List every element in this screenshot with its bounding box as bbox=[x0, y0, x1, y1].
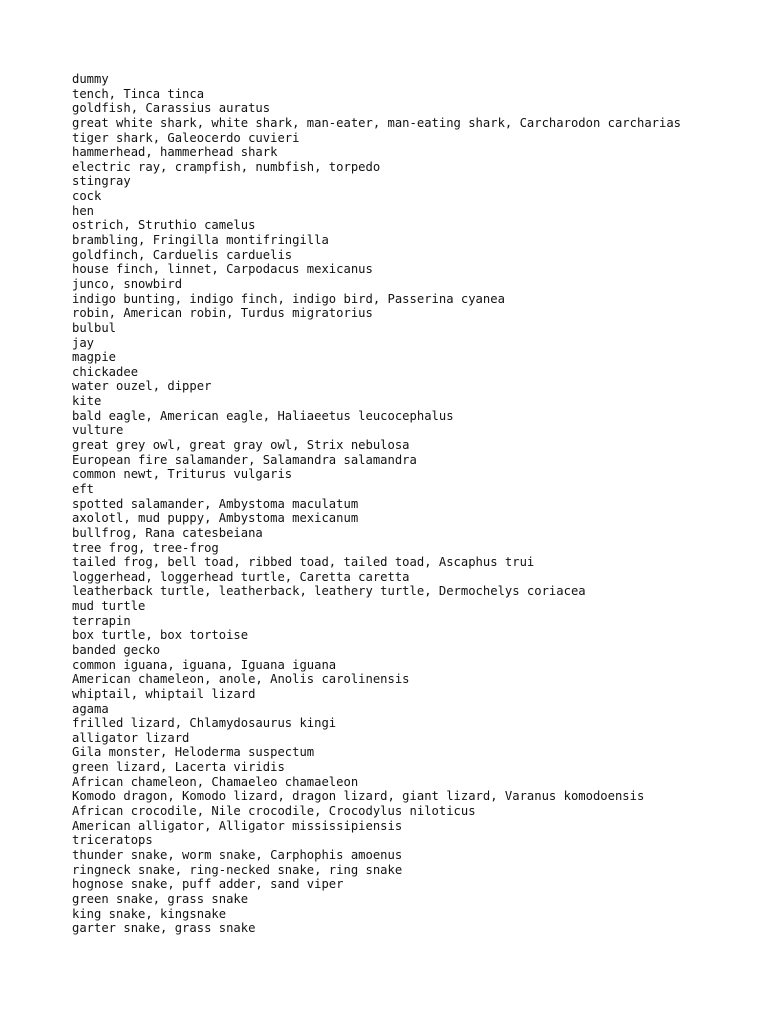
list-item: whiptail, whiptail lizard bbox=[72, 686, 256, 701]
list-item: mud turtle bbox=[72, 599, 146, 614]
list-item: brambling, Fringilla montifringilla bbox=[72, 233, 329, 248]
list-item: hen bbox=[72, 203, 95, 218]
list-item: cock bbox=[72, 189, 102, 204]
list-item: goldfish, Carassius auratus bbox=[72, 101, 271, 116]
list-item: tench, Tinca tinca bbox=[72, 86, 205, 101]
document-page bbox=[72, 72, 752, 936]
list-item: electric ray, crampfish, numbfish, torpedo bbox=[72, 159, 381, 174]
list-item: ringneck snake, ring-necked snake, ring snake bbox=[72, 862, 403, 877]
list-item: great white shark, white shark, man-eater, man-eating shark, Carcharodon carcharias bbox=[72, 115, 682, 130]
label-list bbox=[72, 72, 752, 936]
list-item: tree frog, tree-frog bbox=[72, 540, 219, 555]
list-item: magpie bbox=[72, 350, 117, 365]
list-item: water ouzel, dipper bbox=[72, 379, 212, 394]
list-item: common newt, Triturus vulgaris bbox=[72, 467, 293, 482]
list-item: frilled lizard, Chlamydosaurus kingi bbox=[72, 716, 337, 731]
list-item: terrapin bbox=[72, 613, 131, 628]
list-item: alligator lizard bbox=[72, 730, 190, 745]
list-item: thunder snake, worm snake, Carphophis amoenus bbox=[72, 847, 403, 862]
list-item: axolotl, mud puppy, Ambystoma mexicanum bbox=[72, 511, 359, 526]
list-item: ostrich, Struthio camelus bbox=[72, 218, 256, 233]
list-item: European fire salamander, Salamandra salamandra bbox=[72, 452, 417, 467]
list-item: stingray bbox=[72, 174, 131, 189]
list-item: bullfrog, Rana catesbeiana bbox=[72, 525, 263, 540]
list-item: dummy bbox=[72, 72, 109, 86]
list-item: Gila monster, Heloderma suspectum bbox=[72, 745, 315, 760]
list-item: tailed frog, bell toad, ribbed toad, tailed toad, Ascaphus trui bbox=[72, 555, 535, 570]
list-item: bulbul bbox=[72, 320, 117, 335]
list-item: king snake, kingsnake bbox=[72, 906, 227, 921]
list-item: banded gecko bbox=[72, 642, 161, 657]
list-item: vulture bbox=[72, 423, 124, 438]
list-item: junco, snowbird bbox=[72, 276, 183, 291]
list-item: robin, American robin, Turdus migratorius bbox=[72, 306, 373, 321]
list-item: loggerhead, loggerhead turtle, Caretta caretta bbox=[72, 569, 410, 584]
list-item: African crocodile, Nile crocodile, Crocodylus niloticus bbox=[72, 804, 476, 819]
list-item: bald eagle, American eagle, Haliaeetus leucocephalus bbox=[72, 408, 454, 423]
list-item: eft bbox=[72, 481, 95, 496]
list-item: box turtle, box tortoise bbox=[72, 628, 249, 643]
list-item: agama bbox=[72, 701, 109, 716]
list-item: American chameleon, anole, Anolis carolinensis bbox=[72, 672, 410, 687]
list-item: African chameleon, Chamaeleo chamaeleon bbox=[72, 774, 359, 789]
list-item: American alligator, Alligator mississipiensis bbox=[72, 818, 403, 833]
list-item: green lizard, Lacerta viridis bbox=[72, 760, 285, 775]
list-item: green snake, grass snake bbox=[72, 891, 249, 906]
list-item: hammerhead, hammerhead shark bbox=[72, 145, 278, 160]
list-item: jay bbox=[72, 335, 95, 350]
list-item: leatherback turtle, leatherback, leathery turtle, Dermochelys coriacea bbox=[72, 584, 586, 599]
list-item: goldfinch, Carduelis carduelis bbox=[72, 247, 293, 262]
list-item: tiger shark, Galeocerdo cuvieri bbox=[72, 130, 300, 145]
list-item: garter snake, grass snake bbox=[72, 921, 256, 936]
list-item: hognose snake, puff adder, sand viper bbox=[72, 877, 344, 892]
list-item: common iguana, iguana, Iguana iguana bbox=[72, 657, 337, 672]
list-item: house finch, linnet, Carpodacus mexicanus bbox=[72, 262, 373, 277]
list-item: great grey owl, great gray owl, Strix nebulosa bbox=[72, 438, 410, 453]
list-item: indigo bunting, indigo finch, indigo bird, Passerina cyanea bbox=[72, 291, 505, 306]
list-item: chickadee bbox=[72, 364, 139, 379]
list-item: spotted salamander, Ambystoma maculatum bbox=[72, 496, 359, 511]
list-item: triceratops bbox=[72, 833, 153, 848]
list-item: kite bbox=[72, 394, 102, 409]
list-item: Komodo dragon, Komodo lizard, dragon lizard, giant lizard, Varanus komodoensis bbox=[72, 789, 645, 804]
